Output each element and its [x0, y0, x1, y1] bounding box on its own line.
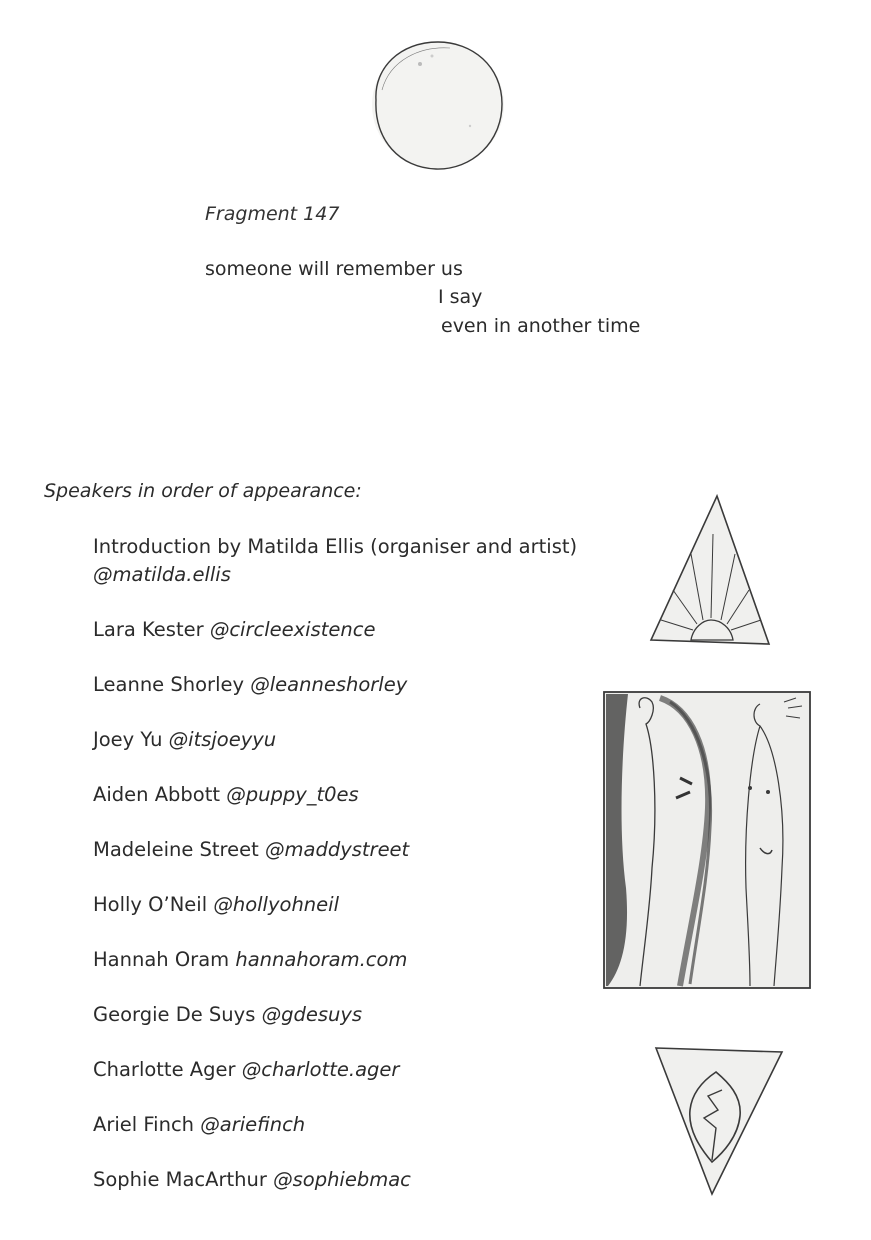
speaker-name: Madeleine Street	[93, 838, 259, 861]
speaker-handle: @matilda.ellis	[93, 563, 231, 586]
speaker-entry	[93, 1113, 305, 1136]
speaker-name: Ariel Finch	[93, 1113, 195, 1136]
speaker-entry	[93, 618, 375, 641]
speaker-entry	[93, 1058, 399, 1081]
speaker-entry	[93, 948, 407, 971]
speaker-name: Holly O’Neil	[93, 893, 208, 916]
speaker-name: Lara Kester	[93, 618, 204, 641]
poem-title: Fragment 147	[205, 203, 340, 225]
speaker-handle: @leanneshorley	[250, 673, 408, 696]
speaker-handle: @itsjoeyyu	[168, 728, 277, 751]
speaker-handle: @gdesuys	[261, 1003, 363, 1026]
speaker-intro	[93, 535, 577, 558]
speaker-name: Aiden Abbott	[93, 783, 221, 806]
poem-line-3: even in another time	[441, 315, 641, 337]
speaker-entry	[93, 728, 276, 751]
speaker-handle: @circleexistence	[209, 618, 376, 641]
speaker-name: Leanne Shorley	[93, 673, 245, 696]
speaker-entry	[93, 783, 359, 806]
leaf-triangle-icon	[650, 1044, 790, 1200]
speaker-name: Sophie MacArthur	[93, 1168, 267, 1191]
speaker-entry	[93, 838, 409, 861]
poem-line-2: I say	[438, 286, 483, 308]
speaker-name: Georgie De Suys	[93, 1003, 256, 1026]
moon-etching-icon	[360, 30, 520, 180]
speakers-heading: Speakers in order of appearance:	[44, 480, 362, 502]
speaker-handle: hannahoram.com	[235, 948, 408, 971]
speaker-handle: @sophiebmac	[273, 1168, 411, 1191]
sunrise-triangle-icon	[645, 492, 775, 652]
speaker-entry	[93, 673, 407, 696]
speaker-name: Joey Yu	[93, 728, 163, 751]
speaker-handle: @ariefinch	[200, 1113, 306, 1136]
speaker-name: Charlotte Ager	[93, 1058, 236, 1081]
speaker-entry	[93, 1168, 411, 1191]
speaker-name: Introduction by Matilda Ellis (organiser and artist)	[93, 535, 578, 558]
two-figures-etching-icon	[600, 688, 816, 994]
speaker-handle: @hollyohneil	[213, 893, 339, 916]
speaker-handle: @maddystreet	[265, 838, 410, 861]
speaker-handle: @puppy_t0es	[226, 783, 359, 806]
speaker-entry	[93, 1003, 362, 1026]
poem-line-1: someone will remember us	[205, 258, 463, 280]
speaker-name: Hannah Oram	[93, 948, 230, 971]
speaker-entry	[93, 893, 339, 916]
speaker-handle: @charlotte.ager	[241, 1058, 400, 1081]
